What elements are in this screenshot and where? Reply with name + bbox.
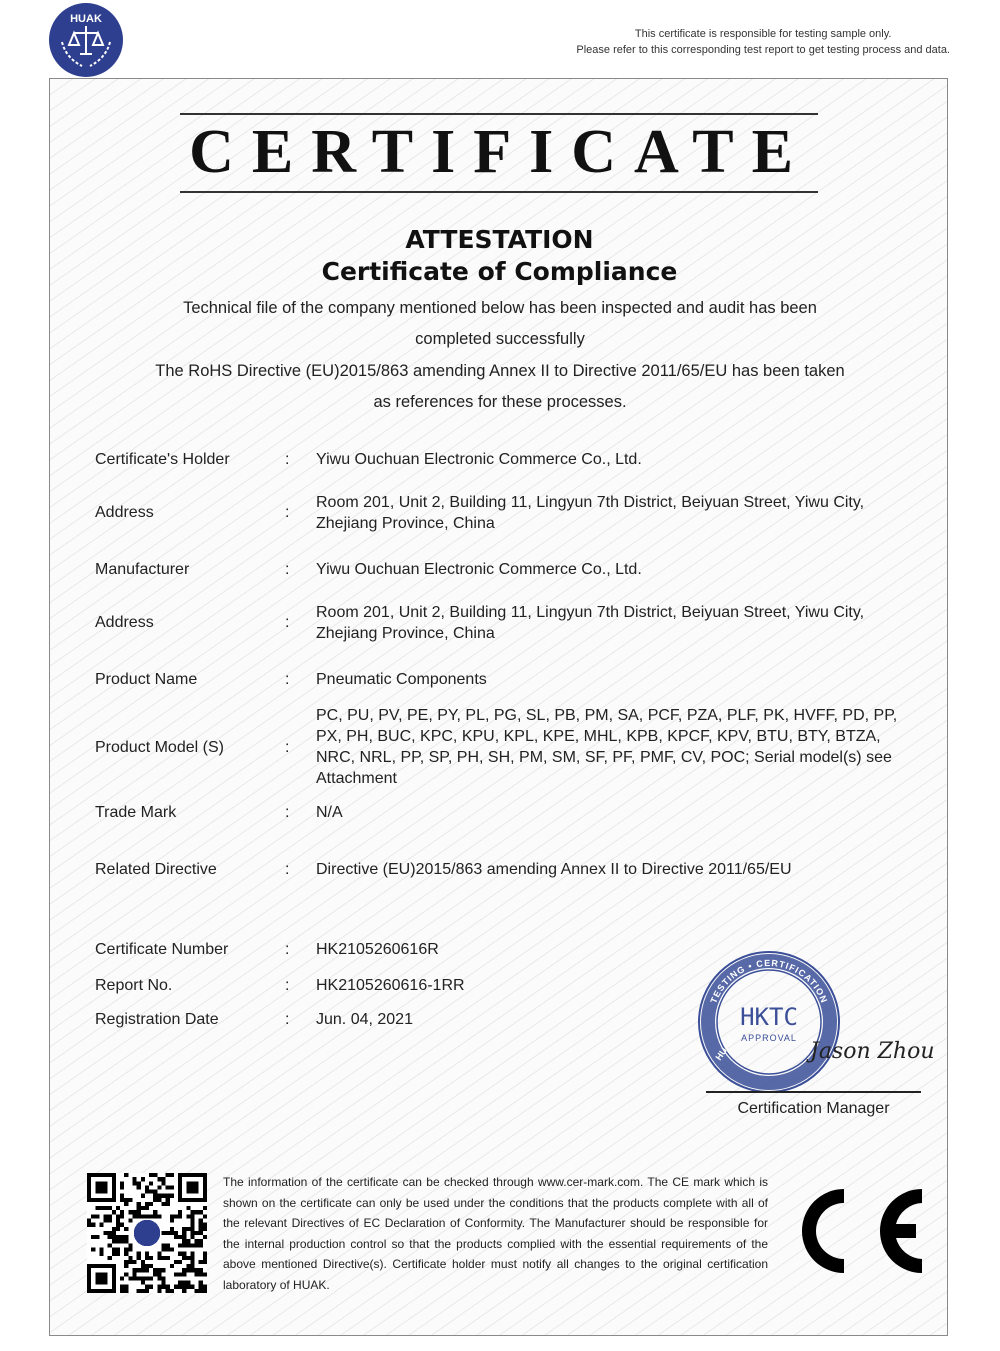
field-colon: : [285,451,290,468]
certificate-title: CERTIFICATE [189,118,811,186]
field-label: Related Directive [95,861,217,878]
field-colon: : [285,614,290,631]
field-colon: : [285,504,290,521]
huak-logo [48,2,124,78]
stamp-ring-text: TESTING • CERTIFICATION [708,957,830,1005]
field-colon: : [285,1011,290,1028]
field-value: Room 201, Unit 2, Building 11, Lingyun 7th District, Beiyuan Street, Yiwu City, Zhejiang Province, China [316,604,865,642]
intro-line-3: The RoHS Directive (EU)2015/863 amending Annex II to Directive 2011/65/EU has been taken [155,362,845,380]
intro-line-1: Technical file of the company mentioned below has been inspected and audit has been [183,299,817,317]
hktc-approval-stamp [696,949,842,1095]
field-value: Jun. 04, 2021 [316,1011,413,1028]
field-value: Yiwu Ouchuan Electronic Commerce Co., Ltd. [316,451,642,468]
field-value: Directive (EU)2015/863 amending Annex II to Directive 2011/65/EU [316,861,792,878]
disclaimer [576,26,950,58]
signature-line [706,1091,921,1093]
certificate-frame [49,78,948,1336]
field-value: Room 201, Unit 2, Building 11, Lingyun 7th District, Beiyuan Street, Yiwu City, Zhejiang Province, China [316,494,865,532]
attestation-heading: ATTESTATION [405,225,594,254]
ce-mark-icon [780,1183,930,1279]
title-rule-bottom [180,191,818,193]
qr-center-logo [134,1220,160,1246]
field-colon: : [285,671,290,688]
intro-line-2: completed successfully [415,330,585,348]
manager-signature: Jason Zhou [810,1039,935,1064]
field-colon: : [285,977,290,994]
field-value: PC, PU, PV, PE, PY, PL, PG, SL, PB, PM, SA, PCF, PZA, PLF, PK, HVFF, PD, PP, PX, PH, BUC, KPC, KPU, KPL, KPE, MHL, KPB, KPCF, KPV, BTU, BTY, BTZA, NRC, NRL, PP, SP, PH, SH, PM, SM, SF, PF, PMF, CV, POC; Serial model(s) see Attachment [316,707,898,787]
field-value: Yiwu Ouchuan Electronic Commerce Co., Ltd. [316,561,642,578]
field-label: Report No. [95,977,173,994]
field-colon: : [285,941,290,958]
field-label: Product Model (S) [95,739,224,756]
field-value: Pneumatic Components [316,671,487,688]
field-colon: : [285,561,290,578]
title-rule-top [180,113,818,115]
field-value: HK2105260616-1RR [316,977,465,994]
field-label: Certificate Number [95,941,229,958]
stamp-ring-left-text: HUAK [713,1035,737,1063]
field-colon: : [285,861,290,878]
svg-text:TESTING • CERTIFICATION [708,958,829,1005]
field-label: Address [95,614,154,631]
field-label: Manufacturer [95,561,190,578]
logo-text: HUAK [70,13,102,25]
field-label: Address [95,504,154,521]
field-label: Trade Mark [95,804,177,821]
field-value: N/A [316,804,343,821]
field-label: Product Name [95,671,198,688]
field-colon: : [285,739,290,756]
disclaimer-line-2: Please refer to this corresponding test report to get testing process and data. [576,44,950,56]
intro-line-4: as references for these processes. [373,393,627,411]
disclaimer-line-1: This certificate is responsible for testing sample only. [634,28,892,40]
field-label: Registration Date [95,1011,219,1028]
certification-manager-label: Certification Manager [737,1100,890,1117]
field-label: Certificate's Holder [95,451,230,468]
field-value: HK2105260616R [316,941,439,958]
compliance-heading: Certificate of Compliance [321,257,678,286]
qr-code-icon[interactable] [87,1173,207,1293]
certificate-notice: The information of the certificate can be checked through www.cer-mark.com. The CE mark which is shown on the certificate can only be used under the conditions that the products complete with all of the relevant Directives of EC Declaration of Conformity. The Manufacturer should be responsible for the internal production control so that the products complied with the essential requirements of the above mentioned Directive(s). Certificate holder must notify all changes to the original certification laboratory of HUAK. [223,1175,768,1292]
stamp-sub-text: APPROVAL [741,1033,797,1043]
stamp-center-text: HKTC [740,1003,798,1031]
field-colon: : [285,804,290,821]
